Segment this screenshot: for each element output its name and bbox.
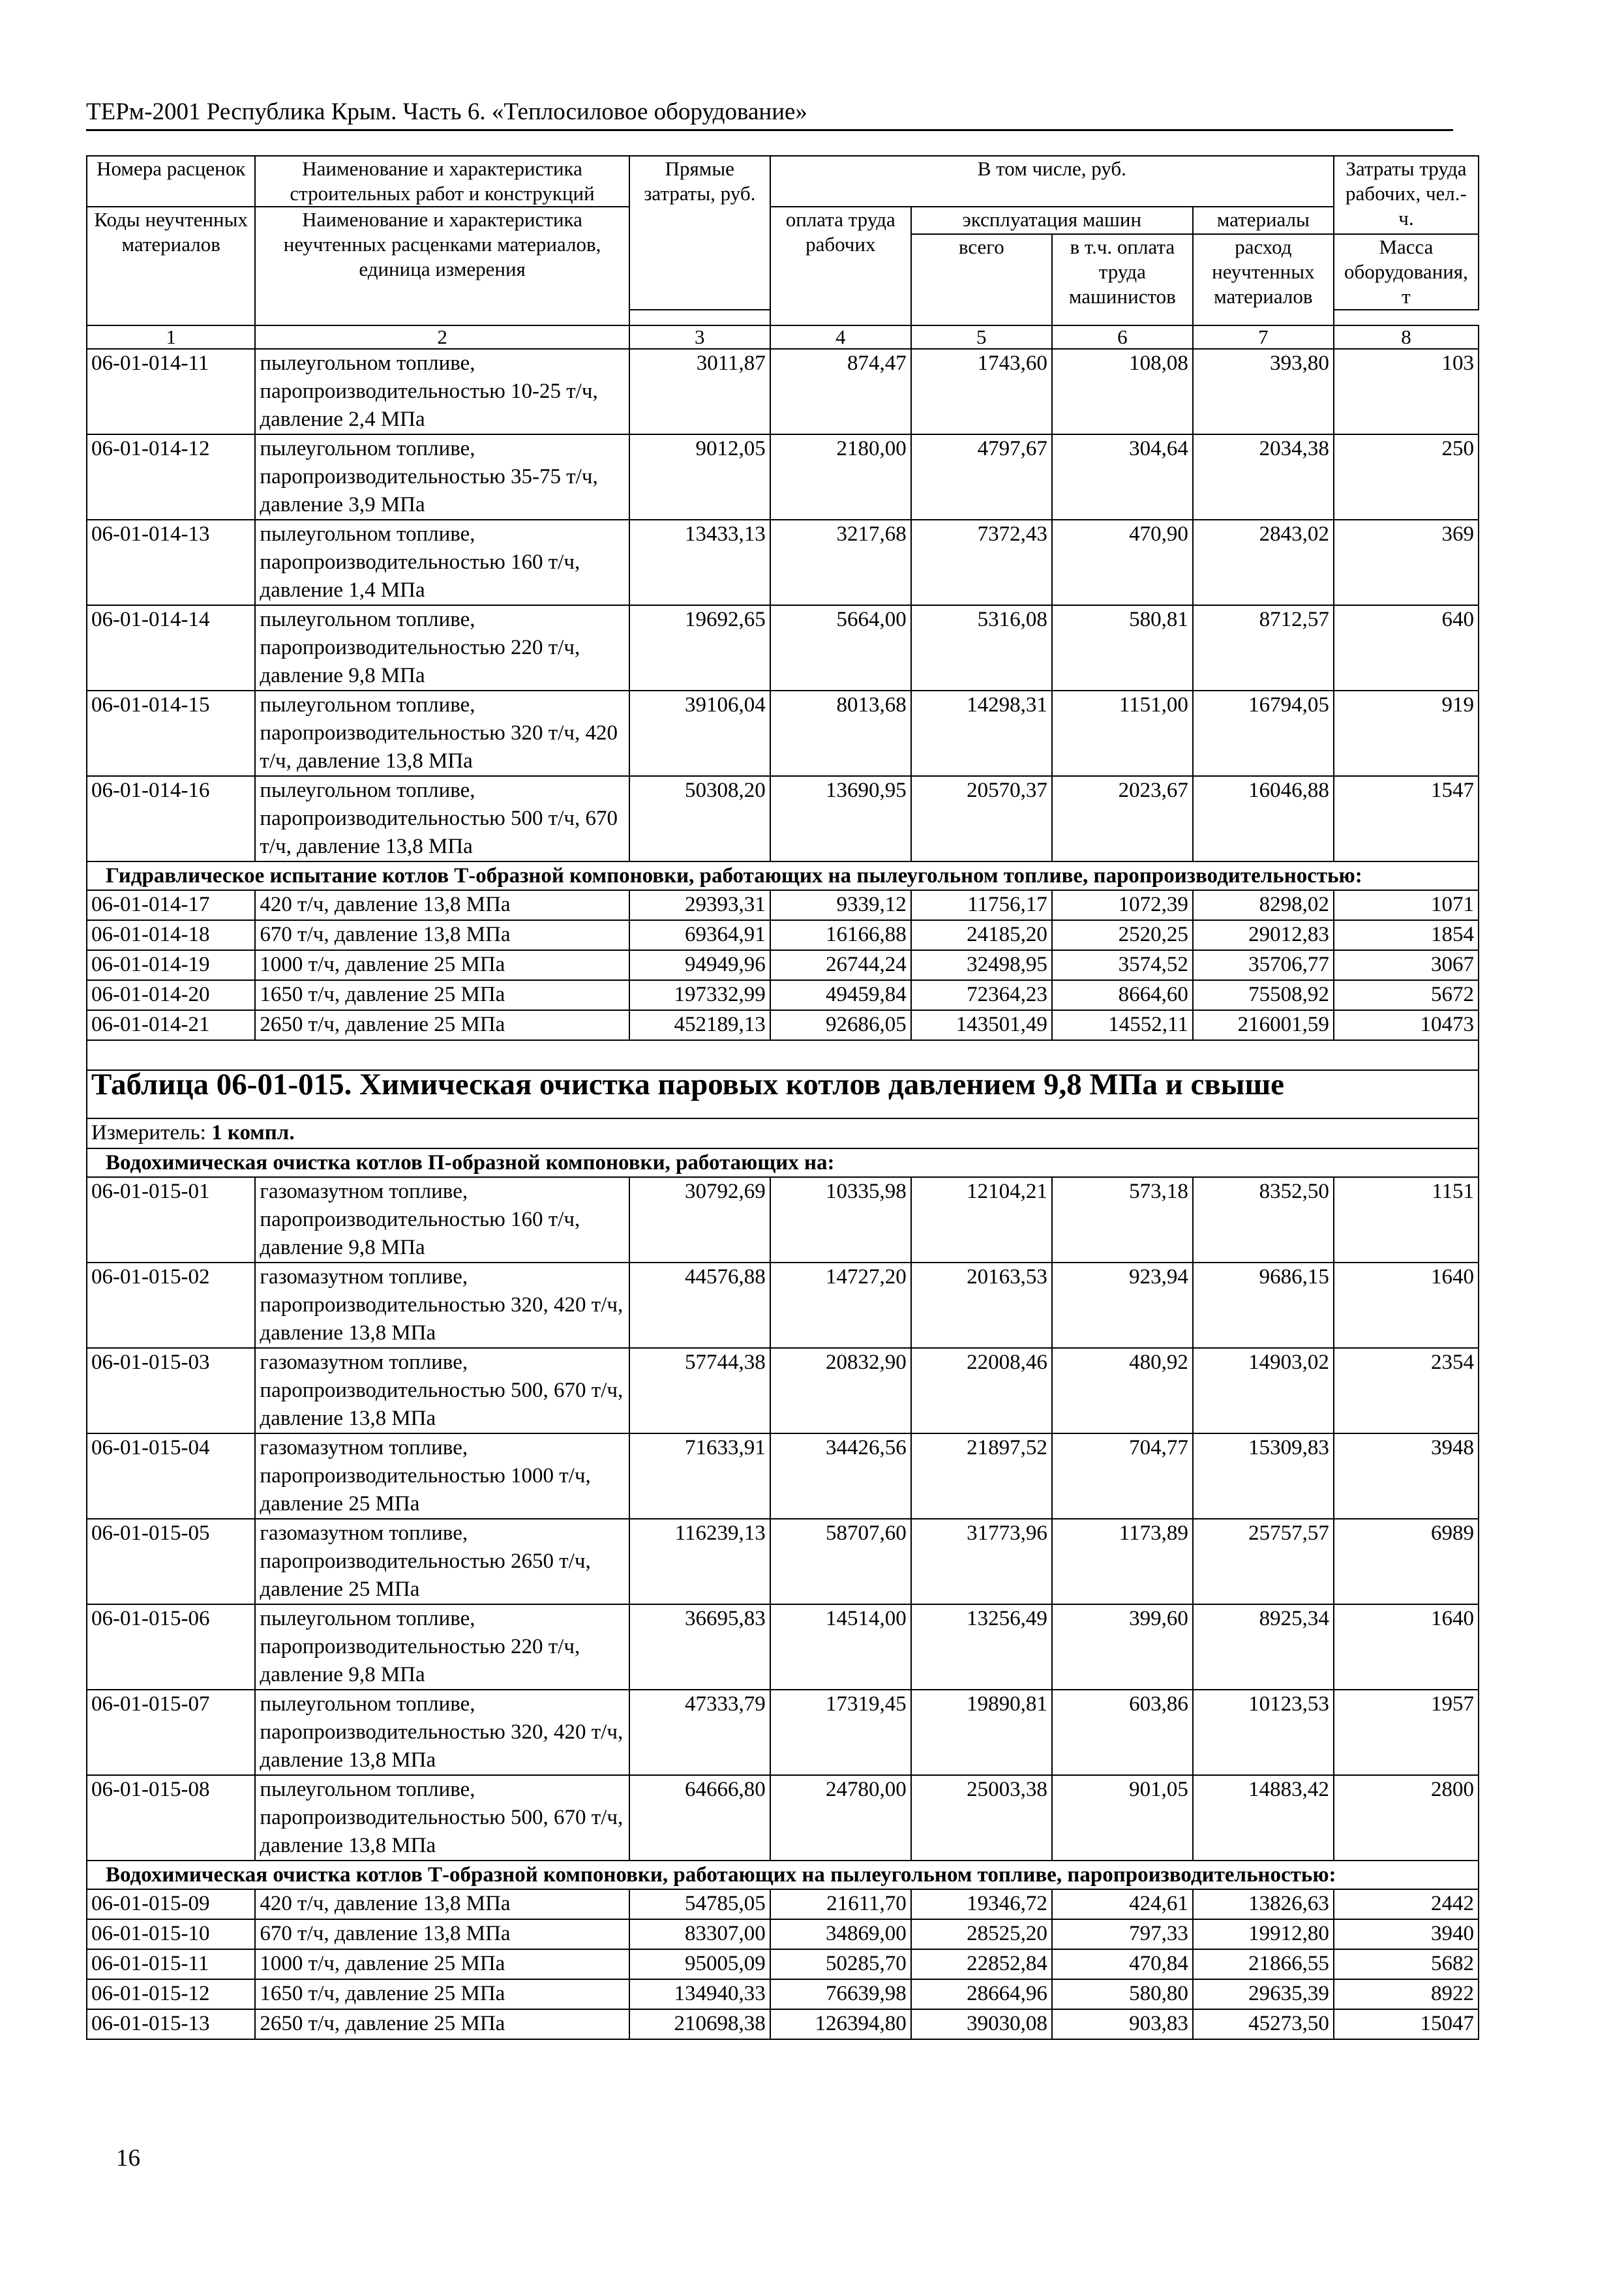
cell-mach-labor: 1151,00 <box>1052 691 1193 776</box>
cell-mach-total: 19890,81 <box>911 1690 1052 1775</box>
table-title: Таблица 06-01-015. Химическая очистка паровых котлов давлением 9,8 МПа и свыше <box>87 1070 1479 1118</box>
cell-labor: 24780,00 <box>770 1775 911 1861</box>
cell-name: пылеугольном топливе, паропроизводительностью 160 т/ч, давление 1,4 МПа <box>255 520 629 605</box>
cell-labor: 20832,90 <box>770 1348 911 1433</box>
cell-hours: 369 <box>1334 520 1479 605</box>
cell-mach-labor: 1173,89 <box>1052 1519 1193 1604</box>
rates-table <box>86 155 1479 2040</box>
cell-hours: 1640 <box>1334 1604 1479 1690</box>
measure-line <box>87 1118 1479 1148</box>
cell-labor: 3217,68 <box>770 520 911 605</box>
cell-mach-labor: 480,92 <box>1052 1348 1193 1433</box>
cell-mach-labor: 901,05 <box>1052 1775 1193 1861</box>
cell-name: газомазутном топливе, паропроизводительностью 160 т/ч, давление 9,8 МПа <box>255 1177 629 1263</box>
cell-mach-total: 21897,52 <box>911 1433 1052 1519</box>
cell-mach-total: 22008,46 <box>911 1348 1052 1433</box>
table-row <box>87 1348 1479 1433</box>
cell-mach-total: 143501,49 <box>911 1010 1052 1040</box>
cell-name: 1650 т/ч, давление 25 МПа <box>255 980 629 1010</box>
cell-mach-total: 14298,31 <box>911 691 1052 776</box>
cell-hours: 15047 <box>1334 2009 1479 2039</box>
table-row <box>87 890 1479 920</box>
cell-direct: 197332,99 <box>629 980 770 1010</box>
cell-labor: 8013,68 <box>770 691 911 776</box>
cell-materials: 29635,39 <box>1193 1979 1334 2009</box>
cell-labor: 26744,24 <box>770 950 911 980</box>
cell-code: 06-01-015-03 <box>87 1348 255 1433</box>
table-row <box>87 2009 1479 2039</box>
cell-mach-total: 4797,67 <box>911 434 1052 520</box>
table-row <box>87 1519 1479 1604</box>
cell-materials: 75508,92 <box>1193 980 1334 1010</box>
cell-name: 1650 т/ч, давление 25 МПа <box>255 1979 629 2009</box>
cell-direct: 9012,05 <box>629 434 770 520</box>
cell-labor: 874,47 <box>770 349 911 434</box>
cell-direct: 116239,13 <box>629 1519 770 1604</box>
cell-code: 06-01-014-12 <box>87 434 255 520</box>
header-material-name: Наименование и характеристика неучтенных расценками материалов, единица измерения <box>255 207 629 325</box>
cell-code: 06-01-014-14 <box>87 605 255 691</box>
cell-code: 06-01-015-01 <box>87 1177 255 1263</box>
cell-mach-labor: 1072,39 <box>1052 890 1193 920</box>
cell-direct: 47333,79 <box>629 1690 770 1775</box>
cell-mach-labor: 304,64 <box>1052 434 1193 520</box>
cell-mach-total: 25003,38 <box>911 1775 1052 1861</box>
cell-code: 06-01-015-09 <box>87 1889 255 1919</box>
cell-labor: 10335,98 <box>770 1177 911 1263</box>
header-material-codes: Коды неучтенных материалов <box>87 207 255 325</box>
cell-materials: 8925,34 <box>1193 1604 1334 1690</box>
cell-code: 06-01-014-21 <box>87 1010 255 1040</box>
cell-name: пылеугольном топливе, паропроизводительностью 320 т/ч, 420 т/ч, давление 13,8 МПа <box>255 691 629 776</box>
table-row <box>87 920 1479 950</box>
cell-labor: 49459,84 <box>770 980 911 1010</box>
cell-mach-total: 20163,53 <box>911 1263 1052 1348</box>
header-unaccounted-materials: расход неучтенных материалов <box>1193 234 1334 325</box>
cell-labor: 126394,80 <box>770 2009 911 2039</box>
cell-name: пылеугольном топливе, паропроизводительностью 500 т/ч, 670 т/ч, давление 13,8 МПа <box>255 776 629 861</box>
table-row <box>87 520 1479 605</box>
cell-materials: 8298,02 <box>1193 890 1334 920</box>
cell-direct: 50308,20 <box>629 776 770 861</box>
cell-name: пылеугольном топливе, паропроизводительностью 320, 420 т/ч, давление 13,8 МПа <box>255 1690 629 1775</box>
cell-hours: 1151 <box>1334 1177 1479 1263</box>
cell-direct: 39106,04 <box>629 691 770 776</box>
cell-mach-labor: 923,94 <box>1052 1263 1193 1348</box>
header-machine-operation: эксплуатация машин <box>911 207 1193 234</box>
cell-code: 06-01-015-07 <box>87 1690 255 1775</box>
header-work-name: Наименование и характеристика строительных работ и конструкций <box>255 156 629 207</box>
header-including: В том числе, руб. <box>770 156 1334 207</box>
cell-mach-total: 11756,17 <box>911 890 1052 920</box>
cell-mach-total: 28664,96 <box>911 1979 1052 2009</box>
cell-mach-labor: 580,81 <box>1052 605 1193 691</box>
cell-code: 06-01-015-12 <box>87 1979 255 2009</box>
cell-hours: 3948 <box>1334 1433 1479 1519</box>
page-number: 16 <box>116 2145 140 2172</box>
cell-mach-labor: 2520,25 <box>1052 920 1193 950</box>
cell-mach-total: 72364,23 <box>911 980 1052 1010</box>
header-machine-total: всего <box>911 234 1052 325</box>
cell-direct: 57744,38 <box>629 1348 770 1433</box>
cell-mach-labor: 2023,67 <box>1052 776 1193 861</box>
cell-name: газомазутном топливе, паропроизводительностью 2650 т/ч, давление 25 МПа <box>255 1519 629 1604</box>
table-row <box>87 1775 1479 1861</box>
cell-name: 420 т/ч, давление 13,8 МПа <box>255 1889 629 1919</box>
cell-name: пылеугольном топливе, паропроизводительностью 220 т/ч, давление 9,8 МПа <box>255 1604 629 1690</box>
cell-code: 06-01-014-19 <box>87 950 255 980</box>
cell-mach-labor: 108,08 <box>1052 349 1193 434</box>
cell-materials: 216001,59 <box>1193 1010 1334 1040</box>
cell-labor: 21611,70 <box>770 1889 911 1919</box>
cell-direct: 19692,65 <box>629 605 770 691</box>
cell-code: 06-01-015-13 <box>87 2009 255 2039</box>
cell-mach-labor: 603,86 <box>1052 1690 1193 1775</box>
cell-labor: 50285,70 <box>770 1949 911 1979</box>
cell-materials: 35706,77 <box>1193 950 1334 980</box>
cell-mach-total: 31773,96 <box>911 1519 1052 1604</box>
cell-materials: 25757,57 <box>1193 1519 1334 1604</box>
cell-name: пылеугольном топливе, паропроизводительностью 35-75 т/ч, давление 3,9 МПа <box>255 434 629 520</box>
cell-name: пылеугольном топливе, паропроизводительностью 220 т/ч, давление 9,8 МПа <box>255 605 629 691</box>
table-row <box>87 1177 1479 1263</box>
cell-code: 06-01-015-08 <box>87 1775 255 1861</box>
cell-hours: 6989 <box>1334 1519 1479 1604</box>
cell-hours: 1547 <box>1334 776 1479 861</box>
cell-hours: 3067 <box>1334 950 1479 980</box>
cell-direct: 95005,09 <box>629 1949 770 1979</box>
table-row <box>87 349 1479 434</box>
cell-materials: 2843,02 <box>1193 520 1334 605</box>
cell-name: 2650 т/ч, давление 25 МПа <box>255 2009 629 2039</box>
cell-code: 06-01-014-20 <box>87 980 255 1010</box>
section-heading-t-type: Водохимическая очистка котлов Т-образной компоновки, работающих на пылеугольном топливе, паропроизводительностью: <box>87 1861 1479 1889</box>
cell-code: 06-01-014-17 <box>87 890 255 920</box>
cell-name: 1000 т/ч, давление 25 МПа <box>255 950 629 980</box>
cell-name: 2650 т/ч, давление 25 МПа <box>255 1010 629 1040</box>
table-row <box>87 1949 1479 1979</box>
cell-direct: 452189,13 <box>629 1010 770 1040</box>
cell-materials: 8712,57 <box>1193 605 1334 691</box>
header-direct-costs: Прямые затраты, руб. <box>629 156 770 310</box>
table-row <box>87 1919 1479 1949</box>
cell-mach-labor: 3574,52 <box>1052 950 1193 980</box>
cell-direct: 3011,87 <box>629 349 770 434</box>
cell-labor: 14514,00 <box>770 1604 911 1690</box>
cell-mach-total: 32498,95 <box>911 950 1052 980</box>
cell-hours: 10473 <box>1334 1010 1479 1040</box>
cell-direct: 64666,80 <box>629 1775 770 1861</box>
cell-direct: 54785,05 <box>629 1889 770 1919</box>
cell-mach-total: 28525,20 <box>911 1919 1052 1949</box>
running-header: ТЕРм-2001 Республика Крым. Часть 6. «Теплосиловое оборудование» <box>86 98 1453 131</box>
cell-direct: 94949,96 <box>629 950 770 980</box>
table-row <box>87 1690 1479 1775</box>
cell-direct: 210698,38 <box>629 2009 770 2039</box>
cell-code: 06-01-014-16 <box>87 776 255 861</box>
cell-materials: 15309,83 <box>1193 1433 1334 1519</box>
cell-mach-total: 19346,72 <box>911 1889 1052 1919</box>
cell-materials: 9686,15 <box>1193 1263 1334 1348</box>
cell-labor: 14727,20 <box>770 1263 911 1348</box>
cell-name: газомазутном топливе, паропроизводительностью 1000 т/ч, давление 25 МПа <box>255 1433 629 1519</box>
cell-hours: 1071 <box>1334 890 1479 920</box>
cell-direct: 44576,88 <box>629 1263 770 1348</box>
cell-hours: 250 <box>1334 434 1479 520</box>
cell-code: 06-01-014-18 <box>87 920 255 950</box>
cell-labor: 76639,98 <box>770 1979 911 2009</box>
cell-hours: 1854 <box>1334 920 1479 950</box>
cell-mach-total: 13256,49 <box>911 1604 1052 1690</box>
cell-mach-total: 7372,43 <box>911 520 1052 605</box>
cell-code: 06-01-014-11 <box>87 349 255 434</box>
cell-mach-labor: 903,83 <box>1052 2009 1193 2039</box>
table-row <box>87 605 1479 691</box>
table-row <box>87 691 1479 776</box>
cell-mach-labor: 797,33 <box>1052 1919 1193 1949</box>
measure-value: 1 компл. <box>211 1121 295 1144</box>
cell-mach-total: 24185,20 <box>911 920 1052 950</box>
cell-materials: 45273,50 <box>1193 2009 1334 2039</box>
cell-mach-labor: 399,60 <box>1052 1604 1193 1690</box>
section-heading-hydraulic-test: Гидравлическое испытание котлов Т-образной компоновки, работающих на пылеугольном топливе, паропроизводительностью: <box>87 861 1479 890</box>
cell-code: 06-01-015-06 <box>87 1604 255 1690</box>
cell-direct: 69364,91 <box>629 920 770 950</box>
cell-hours: 1640 <box>1334 1263 1479 1348</box>
cell-materials: 10123,53 <box>1193 1690 1334 1775</box>
cell-mach-labor: 424,61 <box>1052 1889 1193 1919</box>
cell-materials: 21866,55 <box>1193 1949 1334 1979</box>
column-number: 3 <box>629 325 770 349</box>
cell-mach-labor: 14552,11 <box>1052 1010 1193 1040</box>
cell-code: 06-01-014-15 <box>87 691 255 776</box>
table-row <box>87 1433 1479 1519</box>
cell-hours: 2800 <box>1334 1775 1479 1861</box>
cell-direct: 83307,00 <box>629 1919 770 1949</box>
cell-materials: 8352,50 <box>1193 1177 1334 1263</box>
cell-labor: 13690,95 <box>770 776 911 861</box>
cell-code: 06-01-015-04 <box>87 1433 255 1519</box>
cell-mach-labor: 573,18 <box>1052 1177 1193 1263</box>
header-labor-hours: Затраты труда рабочих, чел.-ч. <box>1334 156 1479 234</box>
cell-hours: 1957 <box>1334 1690 1479 1775</box>
cell-labor: 2180,00 <box>770 434 911 520</box>
cell-name: 670 т/ч, давление 13,8 МПа <box>255 920 629 950</box>
table-row <box>87 1979 1479 2009</box>
column-number: 4 <box>770 325 911 349</box>
header-machinist-pay: в т.ч. оплата труда машинистов <box>1052 234 1193 325</box>
cell-direct: 134940,33 <box>629 1979 770 2009</box>
cell-materials: 16794,05 <box>1193 691 1334 776</box>
cell-mach-total: 22852,84 <box>911 1949 1052 1979</box>
cell-mach-labor: 470,90 <box>1052 520 1193 605</box>
cell-labor: 9339,12 <box>770 890 911 920</box>
section-heading-p-type: Водохимическая очистка котлов П-образной компоновки, работающих на: <box>87 1148 1479 1177</box>
cell-name: пылеугольном топливе, паропроизводительностью 10-25 т/ч, давление 2,4 МПа <box>255 349 629 434</box>
cell-labor: 92686,05 <box>770 1010 911 1040</box>
cell-mach-labor: 470,84 <box>1052 1949 1193 1979</box>
cell-code: 06-01-015-11 <box>87 1949 255 1979</box>
cell-mach-total: 20570,37 <box>911 776 1052 861</box>
cell-hours: 103 <box>1334 349 1479 434</box>
cell-name: 1000 т/ч, давление 25 МПа <box>255 1949 629 1979</box>
table-row <box>87 950 1479 980</box>
cell-mach-total: 1743,60 <box>911 349 1052 434</box>
cell-materials: 393,80 <box>1193 349 1334 434</box>
cell-hours: 640 <box>1334 605 1479 691</box>
cell-labor: 58707,60 <box>770 1519 911 1604</box>
cell-mach-total: 12104,21 <box>911 1177 1052 1263</box>
column-number: 6 <box>1052 325 1193 349</box>
table-row <box>87 1263 1479 1348</box>
cell-hours: 8922 <box>1334 1979 1479 2009</box>
table-row <box>87 434 1479 520</box>
table-row <box>87 1889 1479 1919</box>
table-row <box>87 1604 1479 1690</box>
cell-materials: 14883,42 <box>1193 1775 1334 1861</box>
column-number: 8 <box>1334 325 1479 349</box>
cell-mach-total: 5316,08 <box>911 605 1052 691</box>
cell-hours: 5672 <box>1334 980 1479 1010</box>
cell-materials: 19912,80 <box>1193 1919 1334 1949</box>
cell-direct: 71633,91 <box>629 1433 770 1519</box>
cell-name: 420 т/ч, давление 13,8 МПа <box>255 890 629 920</box>
cell-labor: 34869,00 <box>770 1919 911 1949</box>
cell-direct: 36695,83 <box>629 1604 770 1690</box>
cell-labor: 5664,00 <box>770 605 911 691</box>
cell-mach-total: 39030,08 <box>911 2009 1052 2039</box>
header-materials: материалы <box>1193 207 1334 234</box>
cell-hours: 2442 <box>1334 1889 1479 1919</box>
table-row <box>87 776 1479 861</box>
cell-code: 06-01-015-05 <box>87 1519 255 1604</box>
column-number: 1 <box>87 325 255 349</box>
cell-name: газомазутном топливе, паропроизводительностью 500, 670 т/ч, давление 13,8 МПа <box>255 1348 629 1433</box>
cell-labor: 17319,45 <box>770 1690 911 1775</box>
cell-name: пылеугольном топливе, паропроизводительностью 500, 670 т/ч, давление 13,8 МПа <box>255 1775 629 1861</box>
cell-name: 670 т/ч, давление 13,8 МПа <box>255 1919 629 1949</box>
cell-direct: 30792,69 <box>629 1177 770 1263</box>
cell-labor: 16166,88 <box>770 920 911 950</box>
cell-labor: 34426,56 <box>770 1433 911 1519</box>
cell-materials: 14903,02 <box>1193 1348 1334 1433</box>
cell-hours: 5682 <box>1334 1949 1479 1979</box>
cell-mach-labor: 704,77 <box>1052 1433 1193 1519</box>
table-row <box>87 1010 1479 1040</box>
cell-direct: 29393,31 <box>629 890 770 920</box>
cell-code: 06-01-014-13 <box>87 520 255 605</box>
cell-materials: 29012,83 <box>1193 920 1334 950</box>
header-rate-numbers: Номера расценок <box>87 156 255 207</box>
table-row <box>87 980 1479 1010</box>
column-number: 2 <box>255 325 629 349</box>
cell-hours: 2354 <box>1334 1348 1479 1433</box>
header-worker-pay: оплата труда рабочих <box>770 207 911 325</box>
column-number: 7 <box>1193 325 1334 349</box>
measure-label: Измеритель: <box>91 1121 212 1144</box>
cell-name: газомазутном топливе, паропроизводительностью 320, 420 т/ч, давление 13,8 МПа <box>255 1263 629 1348</box>
column-number: 5 <box>911 325 1052 349</box>
cell-code: 06-01-015-02 <box>87 1263 255 1348</box>
cell-materials: 13826,63 <box>1193 1889 1334 1919</box>
cell-mach-labor: 8664,60 <box>1052 980 1193 1010</box>
header-equipment-mass: Масса оборудования, т <box>1334 234 1479 310</box>
cell-mach-labor: 580,80 <box>1052 1979 1193 2009</box>
cell-hours: 3940 <box>1334 1919 1479 1949</box>
cell-hours: 919 <box>1334 691 1479 776</box>
cell-direct: 13433,13 <box>629 520 770 605</box>
cell-materials: 16046,88 <box>1193 776 1334 861</box>
cell-materials: 2034,38 <box>1193 434 1334 520</box>
cell-code: 06-01-015-10 <box>87 1919 255 1949</box>
